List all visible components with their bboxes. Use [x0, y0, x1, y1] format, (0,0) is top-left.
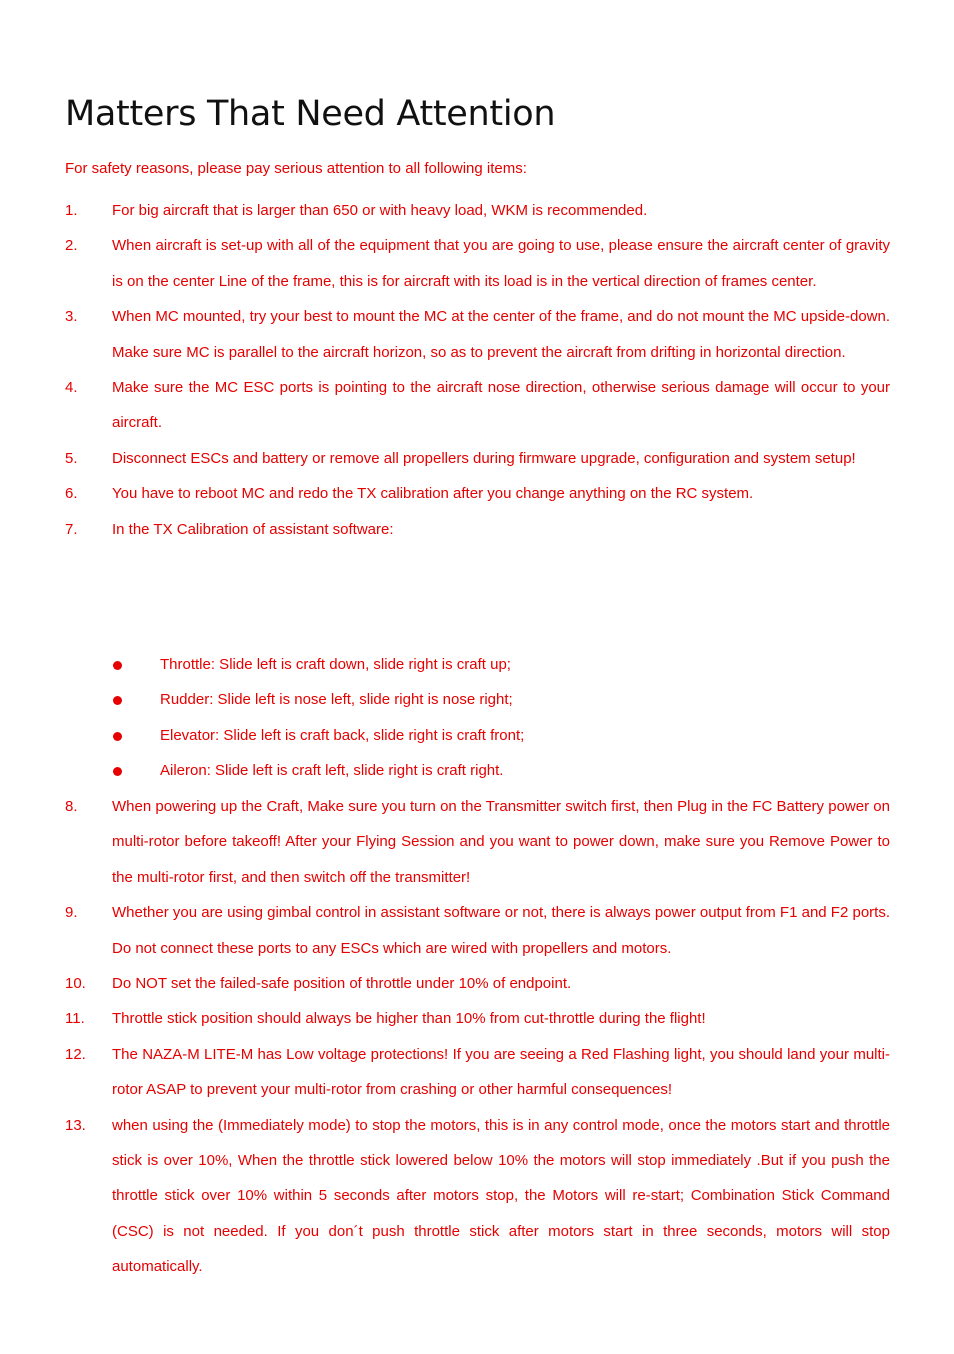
- item-number: 13.: [65, 1116, 86, 1134]
- list-item: [65, 1001, 890, 1036]
- bullet-dot-icon: [113, 696, 122, 705]
- item-number: 8.: [65, 798, 78, 815]
- item-number: 5.: [65, 449, 78, 467]
- item-number: 1.: [65, 202, 78, 219]
- bullet-dot-icon: [113, 732, 122, 741]
- item-text: Disconnect ESCs and battery or remove all propellers during firmware upgrade, configuration and system setup!: [112, 449, 856, 467]
- bullet-dot-icon: [113, 661, 122, 670]
- item-text: The NAZA-M LITE-M has Low voltage protections! If you are seeing a Red Flashing light, you should land your multi-rotor ASAP to prevent your multi-rotor from crashing or other harmful consequences!: [112, 1045, 890, 1099]
- item-number: 2.: [65, 237, 78, 255]
- bullet-dot-icon: [113, 767, 122, 776]
- attention-list: [65, 193, 890, 547]
- calibration-bullet-list: [112, 647, 890, 789]
- item-text: When MC mounted, try your best to mount the MC at the center of the frame, and do not mount the MC upside-down. Make sure MC is parallel to the aircraft horizon, so as to prevent the aircraft from drifting in horizontal direction.: [112, 308, 890, 361]
- list-item: [65, 476, 890, 511]
- item-number: 11.: [65, 1010, 85, 1028]
- bullet-text: Rudder: Slide left is nose left, slide right is nose right;: [160, 691, 513, 709]
- item-number: 3.: [65, 308, 78, 326]
- page-title: Matters That Need Attention: [65, 94, 556, 134]
- intro-text: For safety reasons, please pay serious attention to all following items:: [65, 160, 527, 177]
- list-item: [65, 789, 890, 895]
- item-number: 4.: [65, 379, 78, 397]
- item-text: You have to reboot MC and redo the TX calibration after you change anything on the RC system.: [112, 485, 754, 503]
- item-text: When powering up the Craft, Make sure you turn on the Transmitter switch first, then Plug in the FC Battery power on multi-rotor before takeoff! After your Flying Session and you want to power down, make sure you Remove Power to the multi-rotor first, and then switch off the transmitter!: [112, 798, 890, 886]
- bullet-item: [112, 647, 890, 682]
- item-text: when using the (Immediately mode) to stop the motors, this is in any control mode, once the motors start and throttle stick is over 10%, When the throttle stick lowered below 10% the motors will stop immediately .But if you push the throttle stick over 10% within 5 seconds after motors stop, the Motors will re-start; Combination Stick Command (CSC) is not needed. If you don´t push throttle stick after motors start in three seconds, motors will stop automatically.: [112, 1116, 890, 1276]
- list-item: [65, 370, 890, 441]
- list-item: [65, 193, 890, 228]
- list-item: [65, 895, 890, 966]
- list-item: [65, 441, 890, 476]
- attention-list-continued: [65, 789, 890, 1285]
- item-number: 6.: [65, 485, 78, 503]
- item-number: 9.: [65, 904, 78, 922]
- item-number: 12.: [65, 1045, 86, 1063]
- item-text: Throttle stick position should always be higher than 10% from cut-throttle during the flight!: [112, 1010, 706, 1028]
- list-item: [65, 966, 890, 1001]
- bullet-item: [112, 682, 890, 717]
- item-text: When aircraft is set-up with all of the equipment that you are going to use, please ensure the aircraft center of gravity is on the center Line of the frame, this is for aircraft with its load is in the vertical direction of frames center.: [112, 237, 890, 290]
- item-text: Make sure the MC ESC ports is pointing to the aircraft nose direction, otherwise serious damage will occur to your aircraft.: [112, 379, 890, 432]
- list-item: [65, 512, 890, 547]
- bullet-item: [112, 753, 890, 788]
- list-item: [65, 1037, 890, 1108]
- list-item: [65, 228, 890, 299]
- item-text: Do NOT set the failed-safe position of throttle under 10% of endpoint.: [112, 975, 572, 993]
- list-item: [65, 299, 890, 370]
- item-text: Whether you are using gimbal control in assistant software or not, there is always power output from F1 and F2 ports. Do not connect these ports to any ESCs which are wired with propellers and motors.: [112, 904, 890, 957]
- list-item: [65, 1108, 890, 1285]
- item-number: 10.: [65, 975, 86, 993]
- bullet-text: Aileron: Slide left is craft left, slide right is craft right.: [160, 762, 504, 780]
- bullet-item: [112, 718, 890, 753]
- bullet-text: Throttle: Slide left is craft down, slide right is craft up;: [160, 656, 511, 673]
- item-text: In the TX Calibration of assistant software:: [112, 520, 394, 538]
- item-number: 7.: [65, 520, 78, 538]
- item-text: For big aircraft that is larger than 650 or with heavy load, WKM is recommended.: [112, 202, 648, 219]
- bullet-text: Elevator: Slide left is craft back, slide right is craft front;: [160, 726, 525, 744]
